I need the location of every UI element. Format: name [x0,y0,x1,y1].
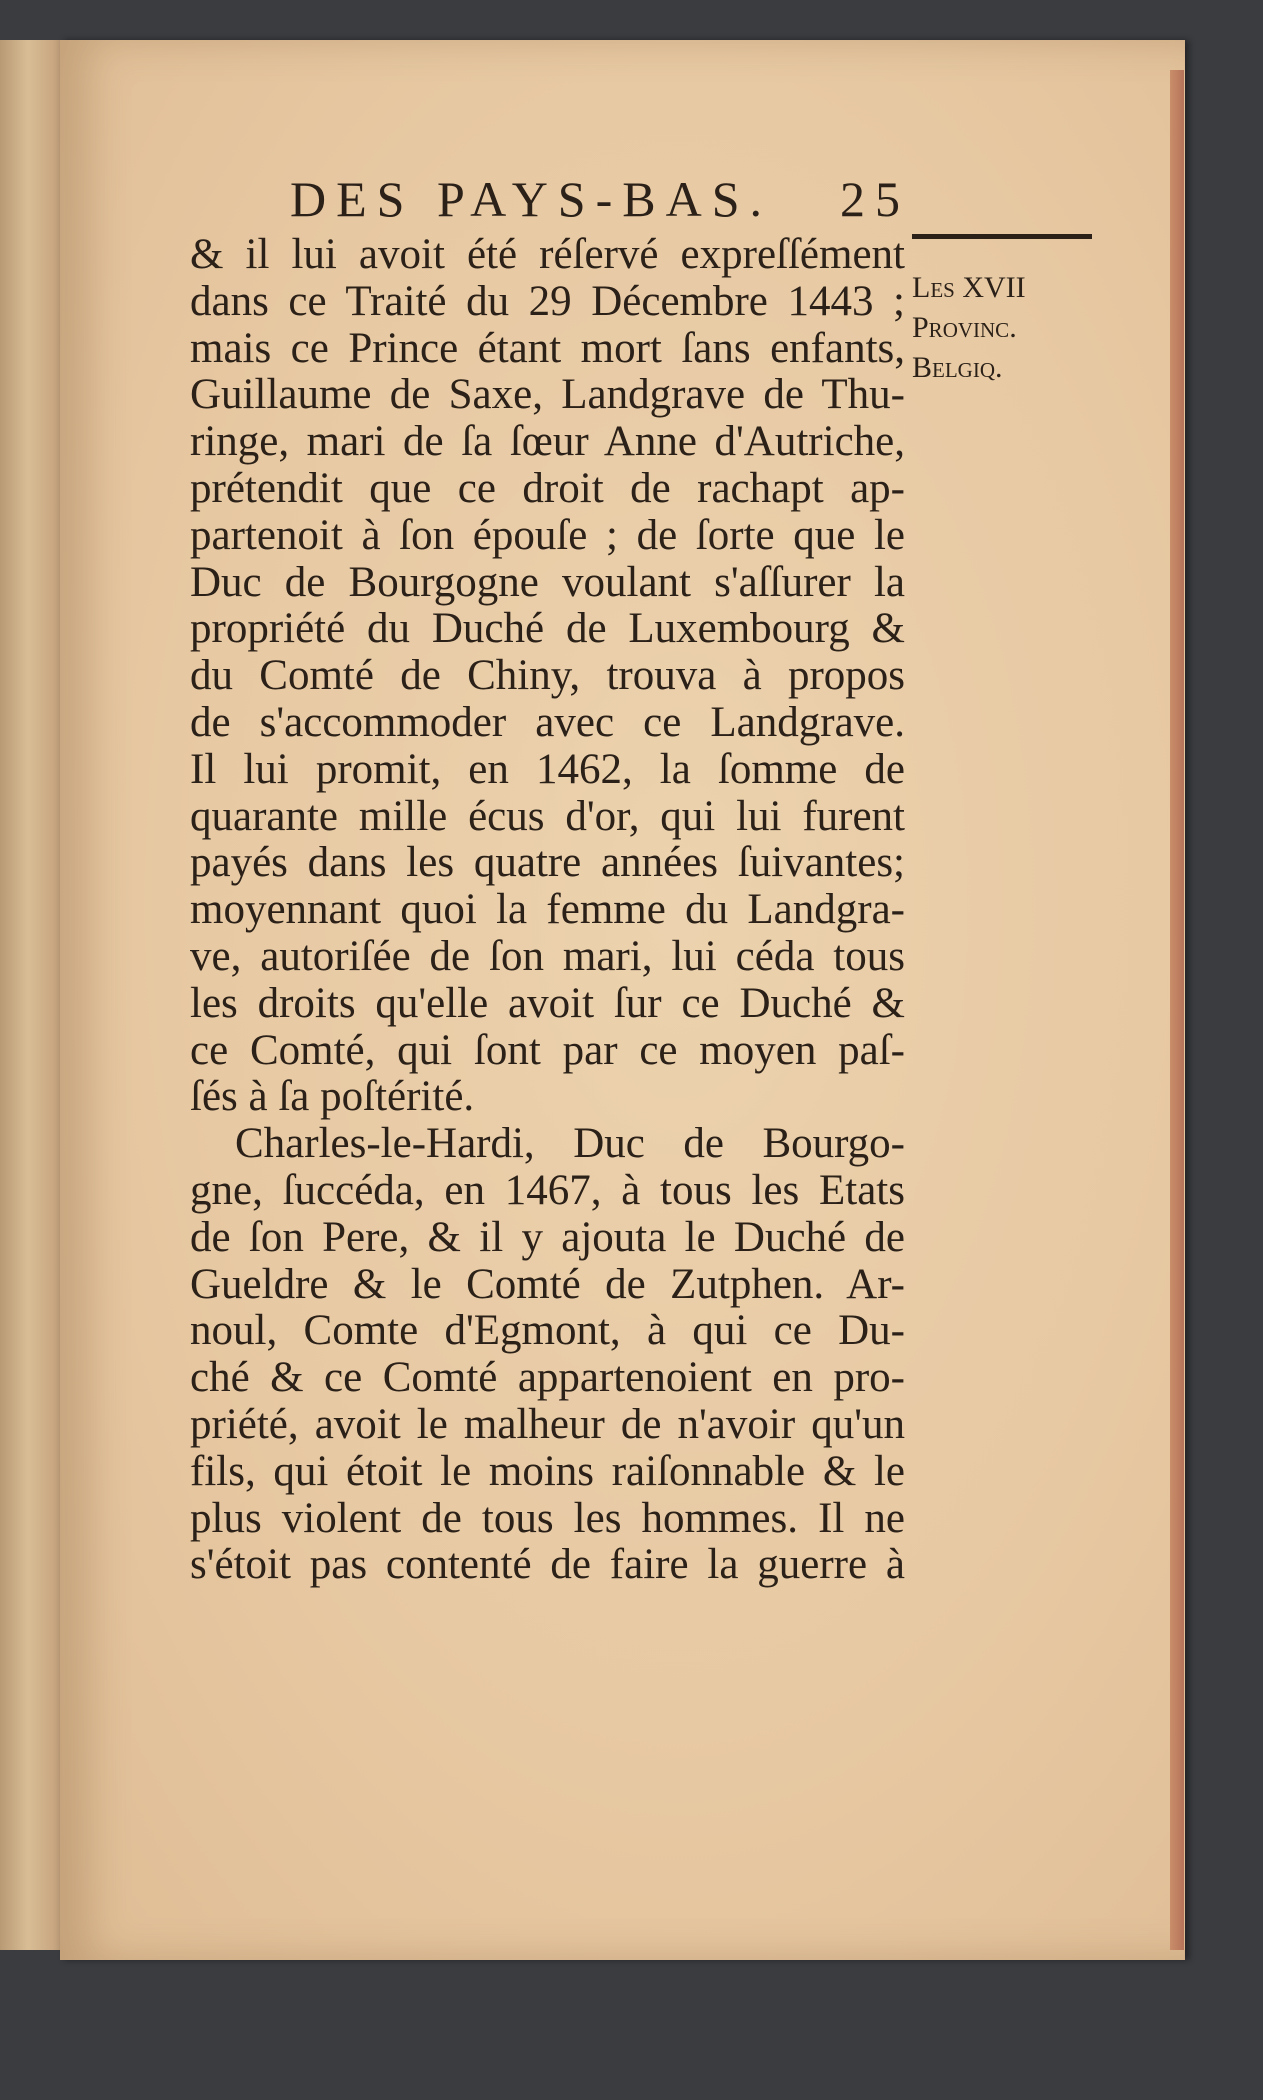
text-line: priété, avoit le malheur de n'avoir qu'un [190,1400,905,1448]
text-line: de s'accommoder avec ce Landgrave. [190,698,905,746]
margin-note-line: Provinc. [912,311,1017,344]
text-line: partenoit à ſon épouſe ; de ſorte que le [190,511,905,559]
text-line: plus violent de tous les hommes. Il ne [190,1494,905,1542]
text-line: ce Comté, qui ſont par ce moyen paſ- [190,1026,905,1074]
text-line: Duc de Bourgogne voulant s'aſſurer la [190,558,905,606]
text-line: s'étoit pas contenté de faire la guerre à [190,1541,905,1589]
margin-note-line: Les XVII [912,271,1026,304]
text-line: Il lui promit, en 1462, la ſomme de [190,745,905,793]
text-line: ché & ce Comté appartenoient en pro- [190,1354,905,1402]
text-line: ringe, mari de ſa ſœur Anne d'Autriche, [190,418,905,466]
text-line: dans ce Traité du 29 Décembre 1443 ; [190,277,905,325]
page-number: 25 [840,171,910,227]
text-line: noul, Comte d'Egmont, à qui ce Du- [190,1307,905,1355]
text-line: Charles-le-Hardi, Duc de Bourgo- [235,1120,905,1168]
text-line: de ſon Pere, & il y ajouta le Duché de [190,1213,905,1261]
running-title: DES PAYS-BAS. [290,171,773,227]
text-line: & il lui avoit été réſervé expreſſément [190,231,905,278]
margin-rule [912,234,1092,239]
text-line: Gueldre & le Comté de Zutphen. Ar- [190,1260,905,1308]
text-line: prétendit que ce droit de rachapt ap- [190,464,905,512]
text-line: du Comté de Chiny, trouva à propos [190,652,905,700]
running-header [290,170,910,230]
text-line: Guillaume de Saxe, Landgrave de Thu- [190,371,905,419]
text-line: ve, autoriſée de ſon mari, lui céda tous [190,932,905,980]
page-edge [1170,70,1184,1950]
body-text [190,232,905,1589]
text-line: propriété du Duché de Luxembourg & [190,605,905,653]
text-line: ſés à ſa poſtérité. [190,1073,475,1121]
text-line: les droits qu'elle avoit ſur ce Duché & [190,979,905,1027]
text-line: quarante mille écus d'or, qui lui furent [190,792,905,840]
text-line: moyennant quoi la femme du Landgra- [190,886,905,934]
text-line: payés dans les quatre années ſuivantes; [190,839,905,887]
text-line: mais ce Prince étant mort ſans enfants, [190,324,905,372]
text-line: fils, qui étoit le moins raiſonnable & le [190,1447,905,1495]
margin-note-line: Belgiq. [912,351,1003,384]
margin-note [912,268,1112,388]
text-line: gne, ſuccéda, en 1467, à tous les Etats [190,1166,905,1214]
